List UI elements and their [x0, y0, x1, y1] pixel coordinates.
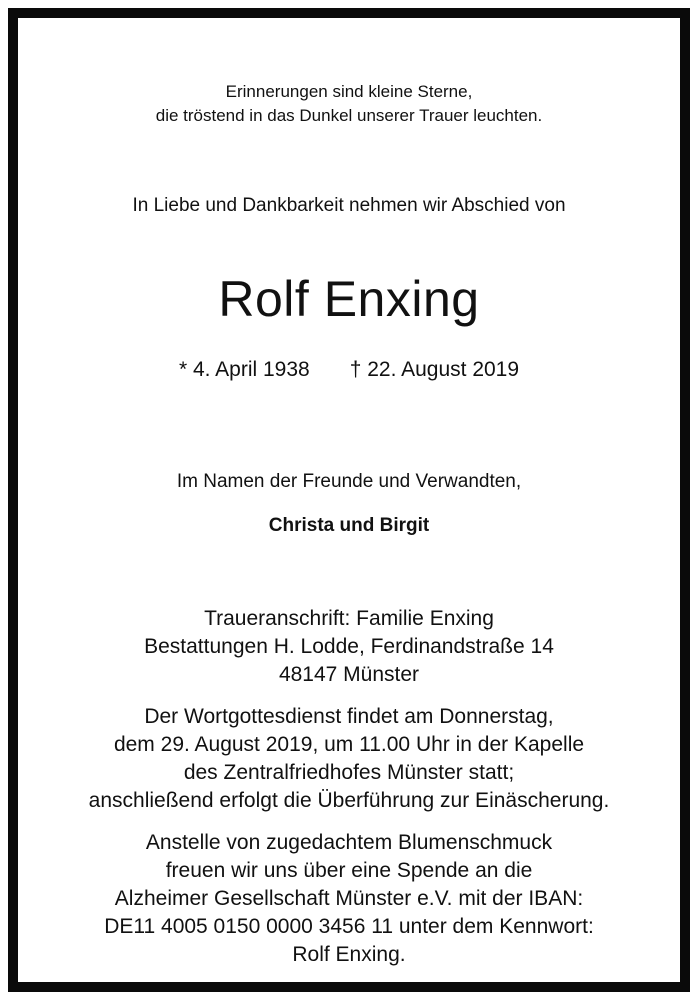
address-line-3: 48147 Münster [278, 663, 420, 686]
motto-line-1: Erinnerungen sind kleine Sterne, [225, 82, 473, 101]
donation-line-4: DE11 4005 0150 0000 3456 11 unter dem Kennwort: [104, 915, 594, 938]
service-line-1: Der Wortgottesdienst findet am Donnerstag, [144, 705, 554, 728]
signature-names: Christa und Birgit [268, 515, 430, 536]
address-line-1: Traueranschrift: Familie Enxing [204, 607, 494, 630]
donation-line-1: Anstelle von zugedachtem Blumenschmuck [145, 831, 553, 854]
signature-lead: Im Namen der Freunde und Verwandten, [176, 471, 522, 492]
service-line-3: des Zentralfriedhofes Münster statt; [183, 761, 515, 784]
death-date: † 22. August 2019 [349, 358, 520, 381]
obituary-notice [8, 8, 690, 992]
address-line-2: Bestattungen H. Lodde, Ferdinandstraße 14 [144, 635, 554, 658]
motto-line-2: die tröstend in das Dunkel unserer Trauer leuchten. [155, 106, 543, 125]
donation-line-5: Rolf Enxing. [292, 943, 406, 966]
service-line-2: dem 29. August 2019, um 11.00 Uhr in der Kapelle [113, 733, 585, 756]
birth-date: * 4. April 1938 [178, 358, 310, 381]
intro-text: In Liebe und Dankbarkeit nehmen wir Abschied von [132, 195, 566, 216]
life-dates [18, 358, 680, 382]
service-line-4: anschließend erfolgt die Überführung zur Einäscherung. [88, 789, 610, 812]
donation-line-2: freuen wir uns über eine Spende an die [165, 859, 533, 882]
donation-line-3: Alzheimer Gesellschaft Münster e.V. mit der IBAN: [114, 887, 584, 910]
deceased-name: Rolf Enxing [218, 271, 480, 327]
